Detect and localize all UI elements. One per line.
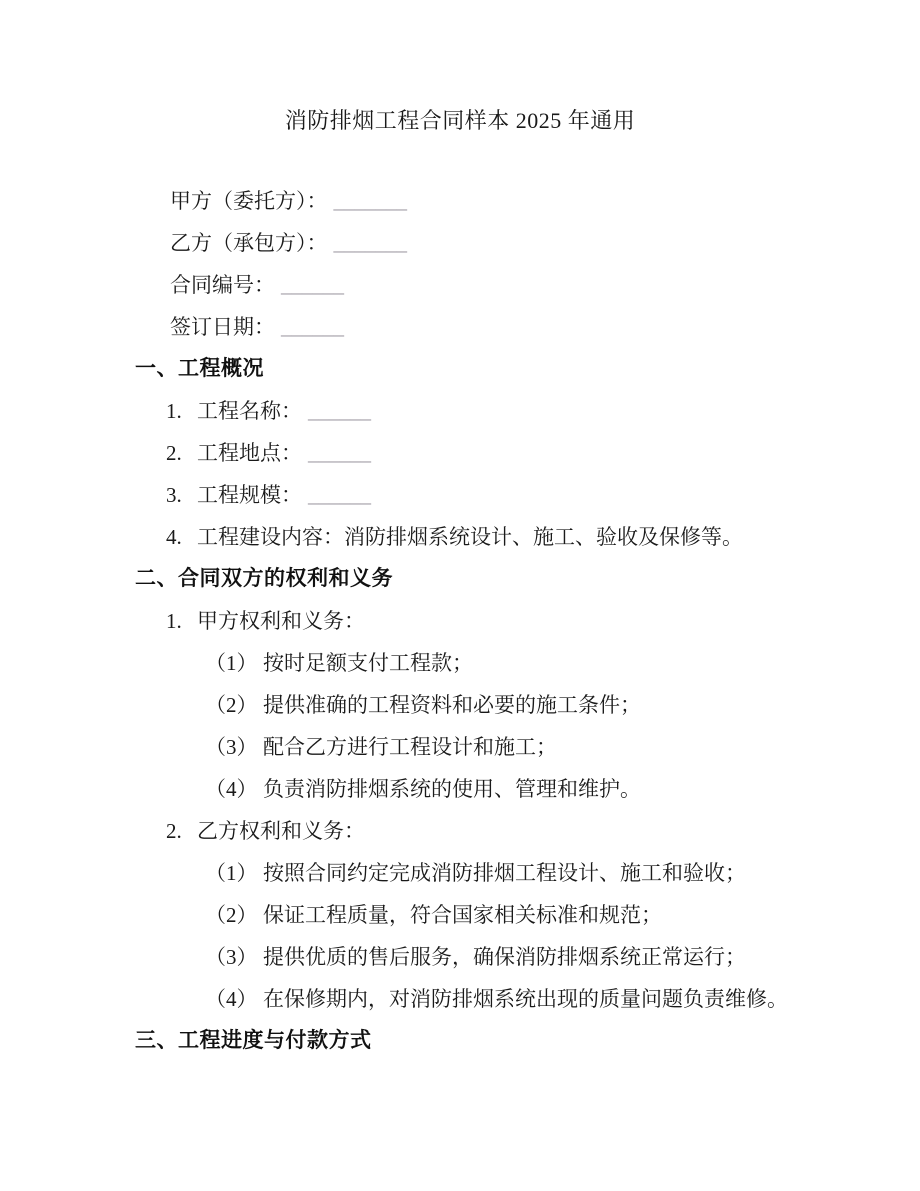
sub-item-marker: （4） (205, 987, 258, 1011)
sub-item-marker: （4） (205, 777, 258, 801)
field-party-a (0, 180, 920, 222)
item-party-a-rights (0, 600, 920, 642)
item-project-content (0, 516, 920, 558)
party-a-duty-4 (0, 768, 920, 810)
item-project-location (0, 432, 920, 474)
sub-item-marker: （1） (205, 861, 258, 885)
item-marker: 3. (166, 483, 182, 507)
item-marker: 1. (166, 399, 182, 423)
sub-item-marker: （1） (205, 651, 258, 675)
section-heading-rights-obligations: 二、合同双方的权利和义务 (135, 567, 393, 590)
sub-item-marker: （2） (205, 903, 258, 927)
item-marker: 1. (166, 609, 182, 633)
party-b-duty-1 (0, 852, 920, 894)
signing-date-label: 签订日期： (170, 315, 275, 339)
party-b-duty-2 (0, 894, 920, 936)
party-b-blank-line: _______ (333, 231, 407, 255)
field-party-b (0, 222, 920, 264)
party-b-duty-1-text: 按照合同约定完成消防排烟工程设计、施工和验收； (263, 861, 746, 885)
item-marker: 2. (166, 819, 182, 843)
party-a-duty-1 (0, 642, 920, 684)
party-b-duty-4-text: 在保修期内，对消防排烟系统出现的质量问题负责维修。 (263, 987, 788, 1011)
item-party-b-rights-label: 乙方权利和义务： (197, 819, 365, 843)
party-b-duty-3-text: 提供优质的售后服务，确保消防排烟系统正常运行； (263, 945, 746, 969)
item-party-b-rights (0, 810, 920, 852)
item-project-scale-label: 工程规模： (197, 483, 302, 507)
party-b-duty-4 (0, 978, 920, 1020)
sub-item-marker: （3） (205, 945, 258, 969)
item-marker: 2. (166, 441, 182, 465)
party-a-duty-4-text: 负责消防排烟系统的使用、管理和维护。 (263, 777, 641, 801)
section-heading-project-overview: 一、工程概况 (135, 357, 264, 380)
field-contract-number (0, 264, 920, 306)
contract-number-blank-line: ______ (281, 273, 344, 297)
party-a-duty-1-text: 按时足额支付工程款； (263, 651, 473, 675)
item-marker: 4. (166, 525, 182, 549)
sub-item-marker: （2） (205, 693, 258, 717)
party-b-duty-3 (0, 936, 920, 978)
sub-item-marker: （3） (205, 735, 258, 759)
item-project-scale-blank-line: ______ (308, 483, 371, 507)
title-spacer (0, 142, 920, 180)
signing-date-blank-line: ______ (281, 315, 344, 339)
item-project-name (0, 390, 920, 432)
party-a-duty-2 (0, 684, 920, 726)
item-party-a-rights-label: 甲方权利和义务： (197, 609, 365, 633)
section-heading-progress-payment: 三、工程进度与付款方式 (135, 1029, 372, 1052)
party-b-duty-2-text: 保证工程质量，符合国家相关标准和规范； (263, 903, 662, 927)
party-a-label: 甲方（委托方）： (170, 189, 328, 213)
item-project-scale (0, 474, 920, 516)
party-a-duty-2-text: 提供准确的工程资料和必要的施工条件； (263, 693, 641, 717)
party-b-label: 乙方（承包方）： (170, 231, 328, 255)
item-project-location-blank-line: ______ (308, 441, 371, 465)
item-project-content-text: 工程建设内容：消防排烟系统设计、施工、验收及保修等。 (197, 525, 743, 549)
item-project-name-blank-line: ______ (308, 399, 371, 423)
contract-number-label: 合同编号： (170, 273, 275, 297)
item-project-name-label: 工程名称： (197, 399, 302, 423)
party-a-blank-line: _______ (333, 189, 407, 213)
party-a-duty-3 (0, 726, 920, 768)
item-project-location-label: 工程地点： (197, 441, 302, 465)
party-a-duty-3-text: 配合乙方进行工程设计和施工； (263, 735, 557, 759)
field-signing-date (0, 306, 920, 348)
document-title: 消防排烟工程合同样本 2025 年通用 (284, 108, 636, 133)
